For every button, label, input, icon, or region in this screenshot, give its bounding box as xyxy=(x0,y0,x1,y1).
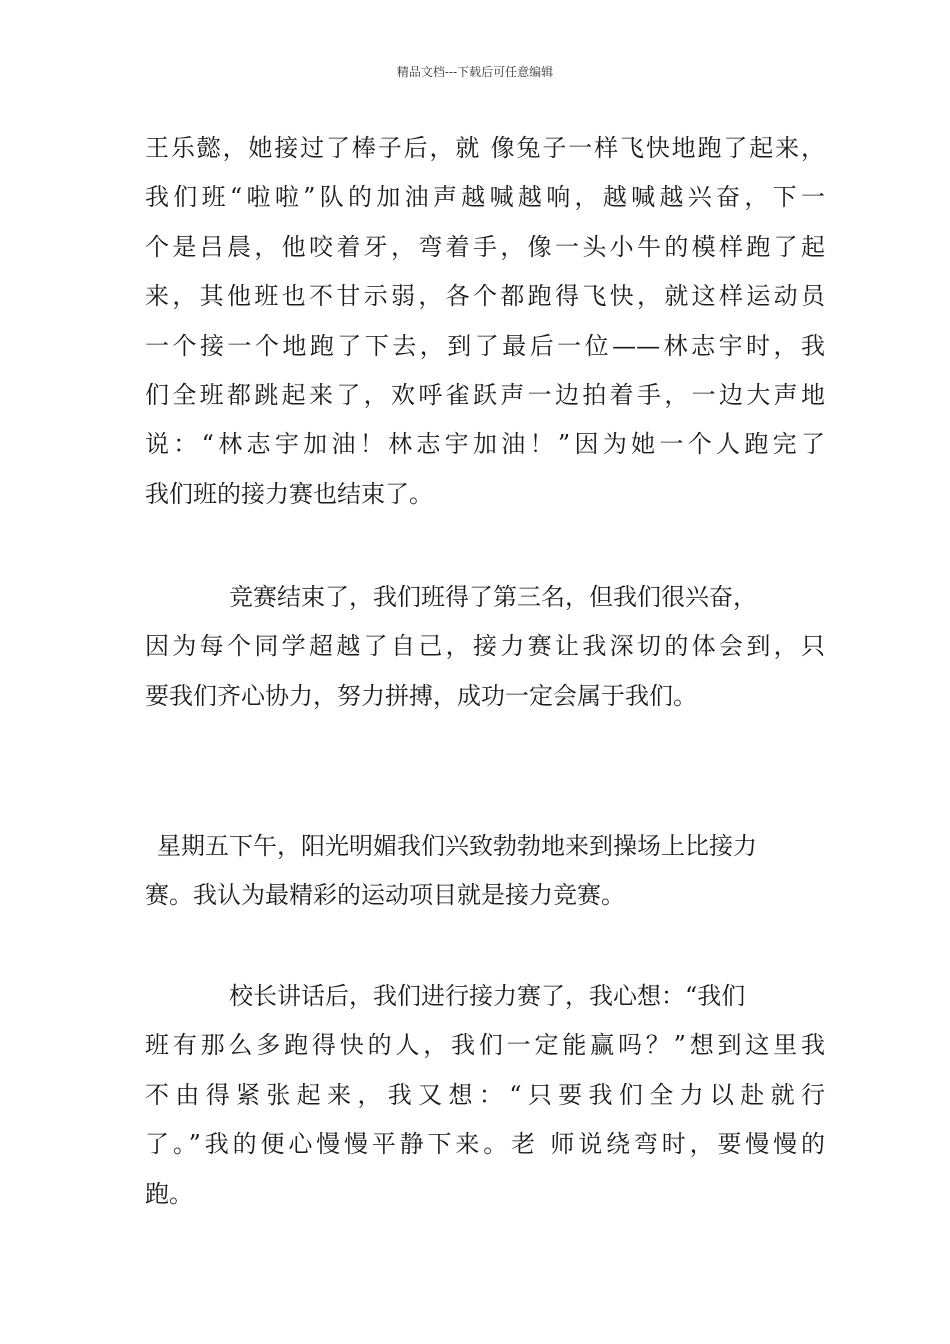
text-line: 我们班“啦啦”队的加油声越喊越响，越喊越兴奋，下一 xyxy=(145,183,825,212)
text-line: 来，其他班也不甘示弱，各个都跑得飞快，就这样运动员 xyxy=(145,282,825,311)
text-line: 不由得紧张起来，我又想：“只要我们全力以赴就行 xyxy=(145,1080,825,1109)
text-line: 班有那么多跑得快的人，我们一定能赢吗？”想到这里我 xyxy=(145,1031,825,1060)
text-line: 校长讲话后，我们进行接力赛了，我心想：“我们 xyxy=(229,982,746,1010)
text-line: 说：“林志宇加油！林志宇加油！”因为她一个人跑完了 xyxy=(145,430,825,459)
paragraph-2 xyxy=(145,573,825,721)
text-line: 因为每个同学超越了自己，接力赛让我深切的体会到，只 xyxy=(145,632,825,661)
paragraph-4 xyxy=(145,972,825,1219)
text-line: 跑。 xyxy=(145,1179,193,1208)
text-line: 了。”我的便心慢慢平静下来。老 师说绕弯时，要慢慢的 xyxy=(145,1130,825,1159)
paragraph-1 xyxy=(145,124,825,519)
text-line: 要我们齐心协力，努力拼搏，成功一定会属于我们。 xyxy=(145,681,697,710)
text-line: 赛。我认为最精彩的运动项目就是接力竞赛。 xyxy=(145,881,625,910)
text-line: 我们班的接力赛也结束了。 xyxy=(145,479,433,508)
text-line: 王乐懿，她接过了棒子后，就 像兔子一样飞快地跑了起来， xyxy=(145,134,825,162)
page-header: 精品文档---下载后可任意编辑 xyxy=(396,65,554,79)
paragraph-3 xyxy=(145,822,825,921)
text-line: 竞赛结束了，我们班得了第三名，但我们很兴奋， xyxy=(229,583,757,611)
text-line: 星期五下午，阳光明媚我们兴致勃勃地来到操场上比接力 xyxy=(157,832,757,860)
text-line: 一个接一个地跑了下去，到了最后一位——林志宇时，我 xyxy=(145,331,825,360)
text-line: 们全班都跳起来了，欢呼雀跃声一边拍着手，一边大声地 xyxy=(145,381,825,410)
text-line: 个是吕晨，他咬着牙，弯着手，像一头小牛的模样跑了起 xyxy=(145,232,825,261)
